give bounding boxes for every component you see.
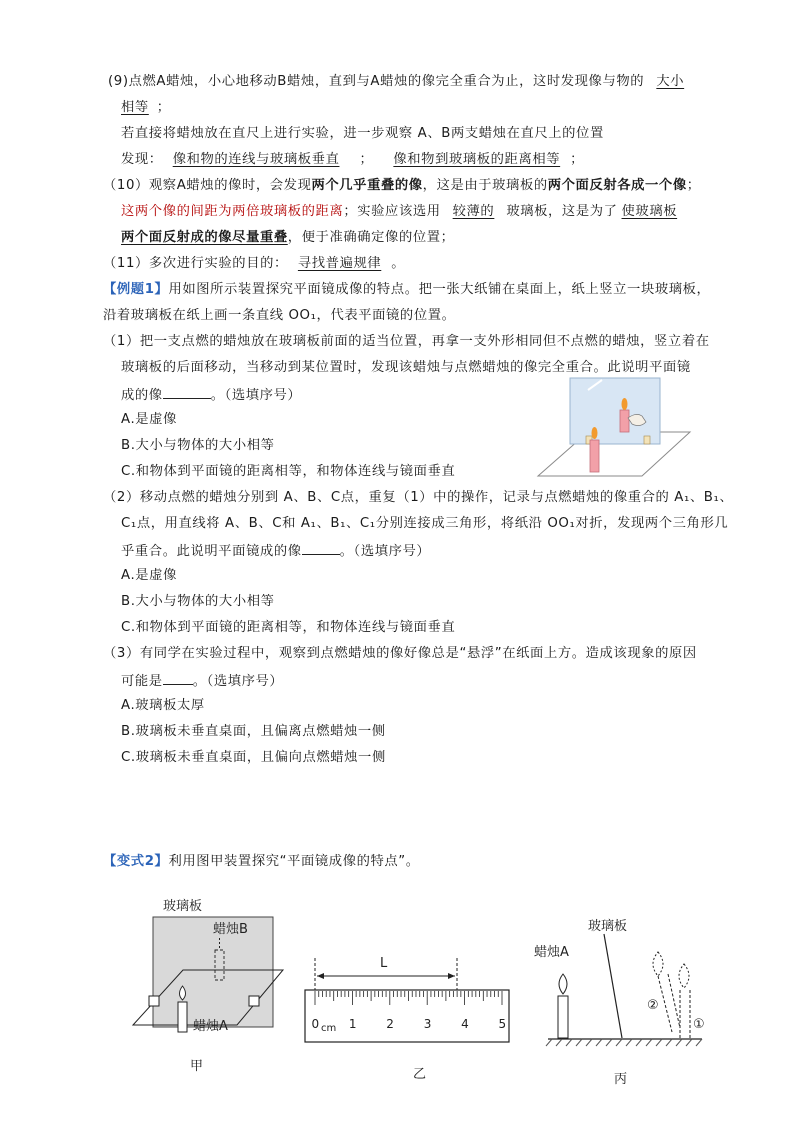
q10-bold1: 两个几乎重叠的像 [311,178,423,193]
example1-text2: 沿着玻璃板在纸上画一条直线 OO₁，代表平面镜的位置。 [103,308,456,323]
ruler-tick-label: 1 [348,1017,357,1031]
q10-red-text: 这两个像的间距为两倍玻璃板的距离 [121,204,344,219]
q9-found-answer1: 像和物的连线与玻璃板垂直 [172,152,340,167]
example1-p3-option-b [121,722,386,742]
bing-candle-a [558,996,568,1038]
answer-blank[interactable] [163,384,211,399]
q11-end: 。 [391,256,406,271]
example1-p3-line2 [121,670,283,692]
yi-arrow-right [448,973,455,979]
example1-p3-option-a [121,696,205,716]
q11-answer: 寻找普遍规律 [297,256,382,271]
option-text: A.是虚像 [121,568,177,583]
option-text: B.大小与物体的大小相等 [121,438,275,453]
example1-line2 [103,306,456,326]
example1-p2-option-a [121,566,177,586]
example1-p1-text2: 玻璃板的后面移动，当移动到某位置时，发现该蜡烛与点燃蜡烛的像完全重合。此说明平面镜 [121,360,691,375]
q9-direct-text: 若直接将蜡烛放在直尺上进行实验，进一步观察 A、B两支蜡烛在直尺上的位置 [121,126,604,141]
example1-p1-hint: 。（选填序号） [210,388,302,403]
example1-p3-hint: 。（选填序号） [192,674,284,689]
candle-b-flame [622,398,628,410]
example1-p1-option-b [121,436,275,456]
q9-line2 [121,98,171,118]
bing-image-flame-1 [679,964,689,988]
q9-end: ； [156,100,171,115]
example1-p3-text1: （3）有同学在实验过程中，观察到点燃蜡烛的像好像总是“悬浮”在纸面上方。造成该现象的原因 [103,646,697,661]
yi-length-label: L [380,956,388,971]
q10-text: （10）观察A蜡烛的像时，会发现 [103,178,312,193]
jia-candle-a-label: 蜡烛A [193,1019,228,1034]
bing-glass-label: 玻璃板 [588,919,628,934]
example1-p2-text3: 乎重合。此说明平面镜成的像 [121,544,302,559]
example1-figure [530,376,696,482]
yi-ruler-body [305,990,509,1042]
figure-jia-caption: 甲 [190,1059,204,1074]
q9-answer-part2: 相等 [121,100,149,115]
variant2-text: 利用图甲装置探究“平面镜成像的特点”。 [168,854,420,869]
q10-mid1: ，这是由于玻璃板的 [422,178,548,193]
bing-mark-1: ① [693,1017,705,1032]
example1-p1-line2 [121,358,691,378]
answer-blank[interactable] [302,540,340,555]
q11-line [103,254,405,274]
candle-b [620,410,629,432]
ruler-unit-label: cm [321,1023,337,1034]
q10-answer-purpose2: 两个面反射成的像尽量重叠 [121,230,288,245]
option-text: C.和物体到平面镜的距离相等，和物体连线与镜面垂直 [121,620,456,635]
q9-found-answer2: 像和物到玻璃板的距离相等 [393,152,561,167]
option-text: C.和物体到平面镜的距离相等，和物体连线与镜面垂直 [121,464,456,479]
option-text: B.玻璃板未垂直桌面，且偏离点燃蜡烛一侧 [121,724,386,739]
q9-line3 [121,124,604,144]
jia-block-left [149,996,159,1006]
jia-block-right [249,996,259,1006]
example1-p1-text3: 成的像 [121,388,163,403]
example1-p2-line3 [121,540,430,562]
example1-p2-option-b [121,592,275,612]
q11-text: （11）多次进行实验的目的： [103,256,288,271]
bing-glass-plate [604,934,622,1038]
bing-image-candle-2-right [668,974,680,1028]
example1-p2-hint: 。（选填序号） [339,544,431,559]
example1-p3-text2: 可能是 [121,674,163,689]
q9-found-label: 发现： [121,152,163,167]
q9-line1 [108,72,684,92]
ruler-tick-label: 4 [461,1017,469,1031]
q10-line2 [121,202,677,222]
q10-mid3: 玻璃板，这是为了 [506,204,618,219]
example1-p2-text2: C₁点，用直线将 A、B、C和 A₁、B₁、C₁分别连接成三角形，将纸沿 OO₁对折，发现两个三角形几 [121,516,729,531]
jia-glass-label: 玻璃板 [163,899,203,914]
example1-p2-text1: （2）移动点燃的蜡烛分别到 A、B、C点，重复（1）中的操作，记录与点燃蜡烛的像重合的 A₁、B₁、 [103,490,734,505]
bing-mark-2: ② [647,998,659,1013]
candle-a-flame [592,427,598,439]
ruler-tick-label: 2 [386,1017,394,1031]
example1-p3-line1 [103,644,697,664]
ruler-tick-label: 5 [498,1017,507,1031]
yi-arrow-left [317,973,324,979]
option-text: A.是虚像 [121,412,177,427]
q10-end2: ，便于准确确定像的位置； [287,230,455,245]
q10-answer-purpose1: 使玻璃板 [621,204,678,219]
support-block-right [644,436,650,444]
bing-candle-a-flame [559,974,567,994]
example1-tag: 【例题1】 [103,282,169,297]
answer-blank[interactable] [163,670,193,685]
q9-line4 [121,150,584,170]
example1-p1-option-c [121,462,455,482]
jia-candle-a [178,1002,187,1032]
ruler-tick-label: 3 [423,1017,432,1031]
q10-mid2: ；实验应该选用 [343,204,441,219]
jia-candle-b-label: 蜡烛B [213,922,248,937]
figure-bing [530,912,710,1057]
example1-text1: 用如图所示装置探究平面镜成像的特点。把一张大纸铺在桌面上，纸上竖立一块玻璃板， [168,282,711,297]
bing-table-hatching [546,1039,702,1046]
figure-yi-caption: 乙 [413,1067,427,1082]
q10-bold2: 两个面反射各成一个像 [547,178,687,193]
example1-p1-line1 [103,332,710,352]
q9-found-end: ； [570,152,585,167]
option-text: C.玻璃板未垂直桌面，且偏向点燃蜡烛一侧 [121,750,386,765]
example1-p1-text1: （1）把一支点燃的蜡烛放在玻璃板前面的适当位置，再拿一支外形相同但不点燃的蜡烛，竖立着在 [103,334,710,349]
q9-text: (9)点燃A蜡烛，小心地移动B蜡烛，直到与A蜡烛的像完全重合为止，这时发现像与物的 [108,74,645,89]
example1-p3-option-c [121,748,386,768]
figure-yi [303,950,513,1045]
example1-p1-line3 [121,384,301,406]
example1-p2-line2 [121,514,728,534]
option-text: B.大小与物体的大小相等 [121,594,275,609]
q10-line1 [103,176,701,196]
q9-sep: ； [359,152,374,167]
candle-a [590,440,599,472]
example1-p2-option-c [121,618,455,638]
example1-p2-line1 [103,488,733,508]
glass-plate [570,378,660,444]
ruler-tick-label: 0 [311,1017,320,1031]
q10-line3 [121,228,455,248]
figure-bing-caption: 丙 [614,1072,628,1087]
example1-p1-option-a [121,410,177,430]
bing-image-flame-2 [653,952,663,976]
bing-candle-a-label: 蜡烛A [534,945,569,960]
example1-line1 [103,280,710,300]
q10-answer-thin: 较薄的 [452,204,495,219]
variant2-tag: 【变式2】 [103,854,169,869]
figure-jia [125,890,295,1050]
option-text: A.玻璃板太厚 [121,698,205,713]
q10-end1: ； [686,178,701,193]
variant2-line [103,852,420,872]
q9-answer-part1: 大小 [656,74,685,89]
